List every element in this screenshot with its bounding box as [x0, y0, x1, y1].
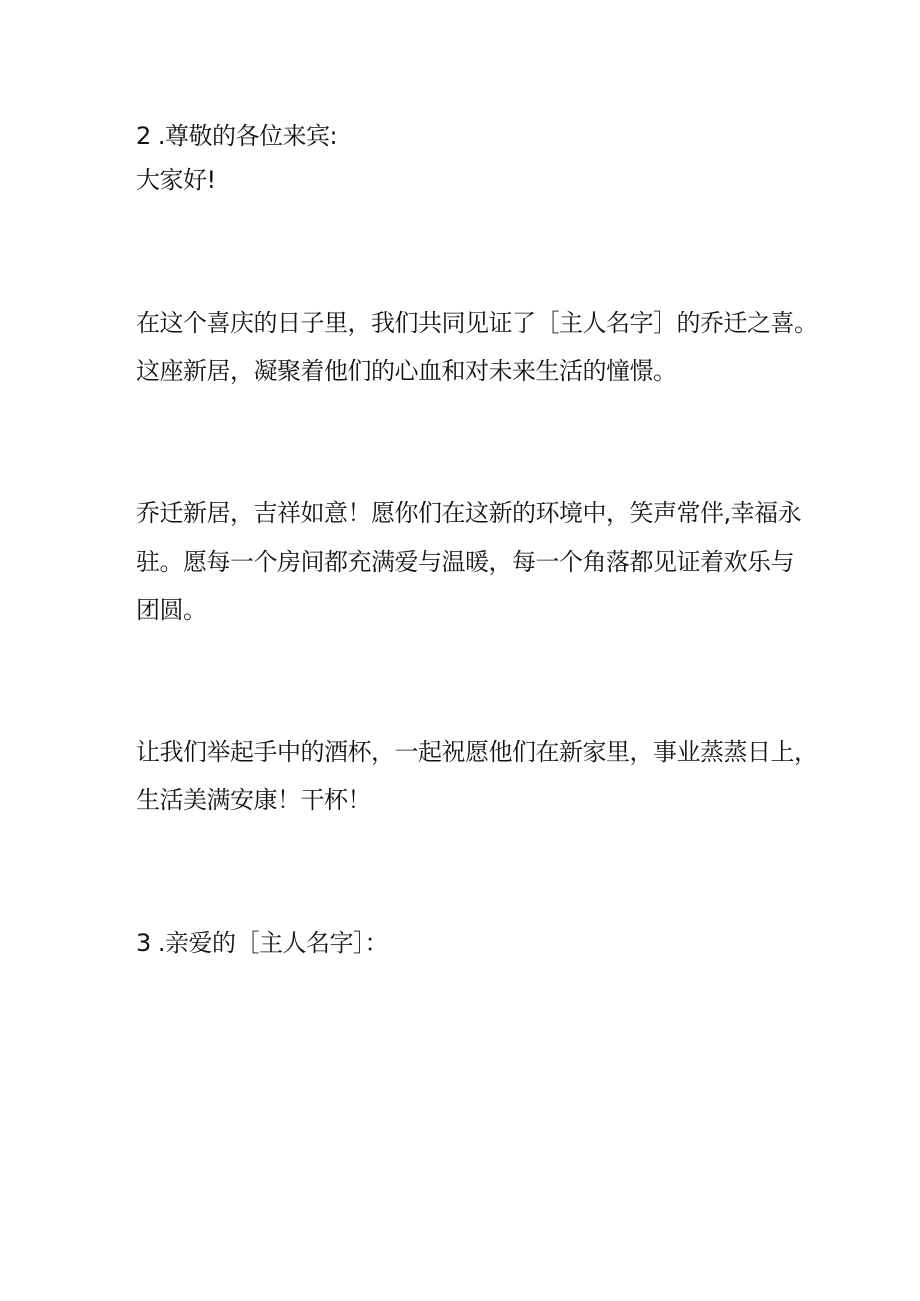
greeting: 大家好! [136, 166, 216, 194]
paragraph-2-line-3: 团圆。 [136, 596, 207, 624]
paragraph-1-line-2: 这座新居，凝聚着他们的心血和对未来生活的憧憬。 [136, 357, 677, 385]
paragraph-3-line-1: 让我们举起手中的酒杯，一起祝愿他们在新家里，事业蒸蒸日上， [136, 738, 818, 766]
section-2-heading: 2 .尊敬的各位来宾: [136, 122, 338, 150]
paragraph-2-line-2: 驻。愿每一个房间都充满爱与温暖，每一个角落都见证着欢乐与 [136, 548, 794, 576]
paragraph-3-line-2: 生活美满安康！干杯！ [136, 786, 371, 814]
section-3-heading: 3 .亲爱的［主人名字］： [136, 929, 389, 957]
paragraph-1-line-1: 在这个喜庆的日子里，我们共同见证了［主人名字］的乔迁之喜。 [136, 309, 818, 337]
paragraph-2-line-1: 乔迁新居，吉祥如意！愿你们在这新的环境中，笑声常伴,幸福永 [136, 499, 802, 527]
